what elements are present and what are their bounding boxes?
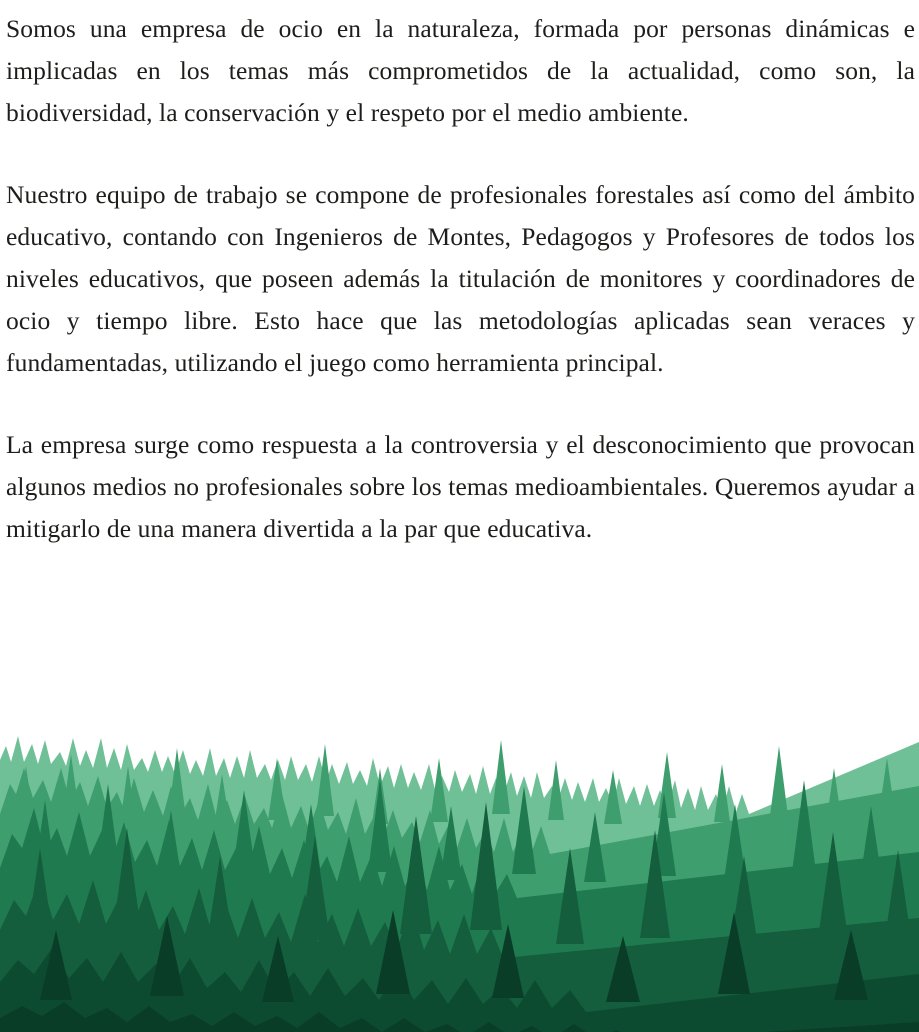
body-text xyxy=(0,8,919,550)
forest-silhouette-illustration xyxy=(0,682,919,1032)
paragraph-1: Somos una empresa de ocio en la naturaleza, formada por personas dinámicas e implicadas en los temas más comprometidos de la actualidad, como son, la biodiversidad, la conservación y el respeto por el medio ambiente. xyxy=(6,14,915,127)
paragraph-2: Nuestro equipo de trabajo se compone de profesionales forestales así como del ámbito educativo, contando con Ingenieros de Montes, Pedagogos y Profesores de todos los niveles educativos, que poseen además la titulación de monitores y coordinadores de ocio y tiempo libre. Esto hace que las metodologías aplicadas sean veraces y fundamentadas, utilizando el juego como herramienta principal. xyxy=(6,180,915,377)
document-page xyxy=(0,8,919,1032)
paragraph-3: La empresa surge como respuesta a la controversia y el desconocimiento que provocan algunos medios no profesionales sobre los temas medioambientales. Queremos ayudar a mitigarlo de una manera divertida a la par que educativa. xyxy=(6,430,915,543)
